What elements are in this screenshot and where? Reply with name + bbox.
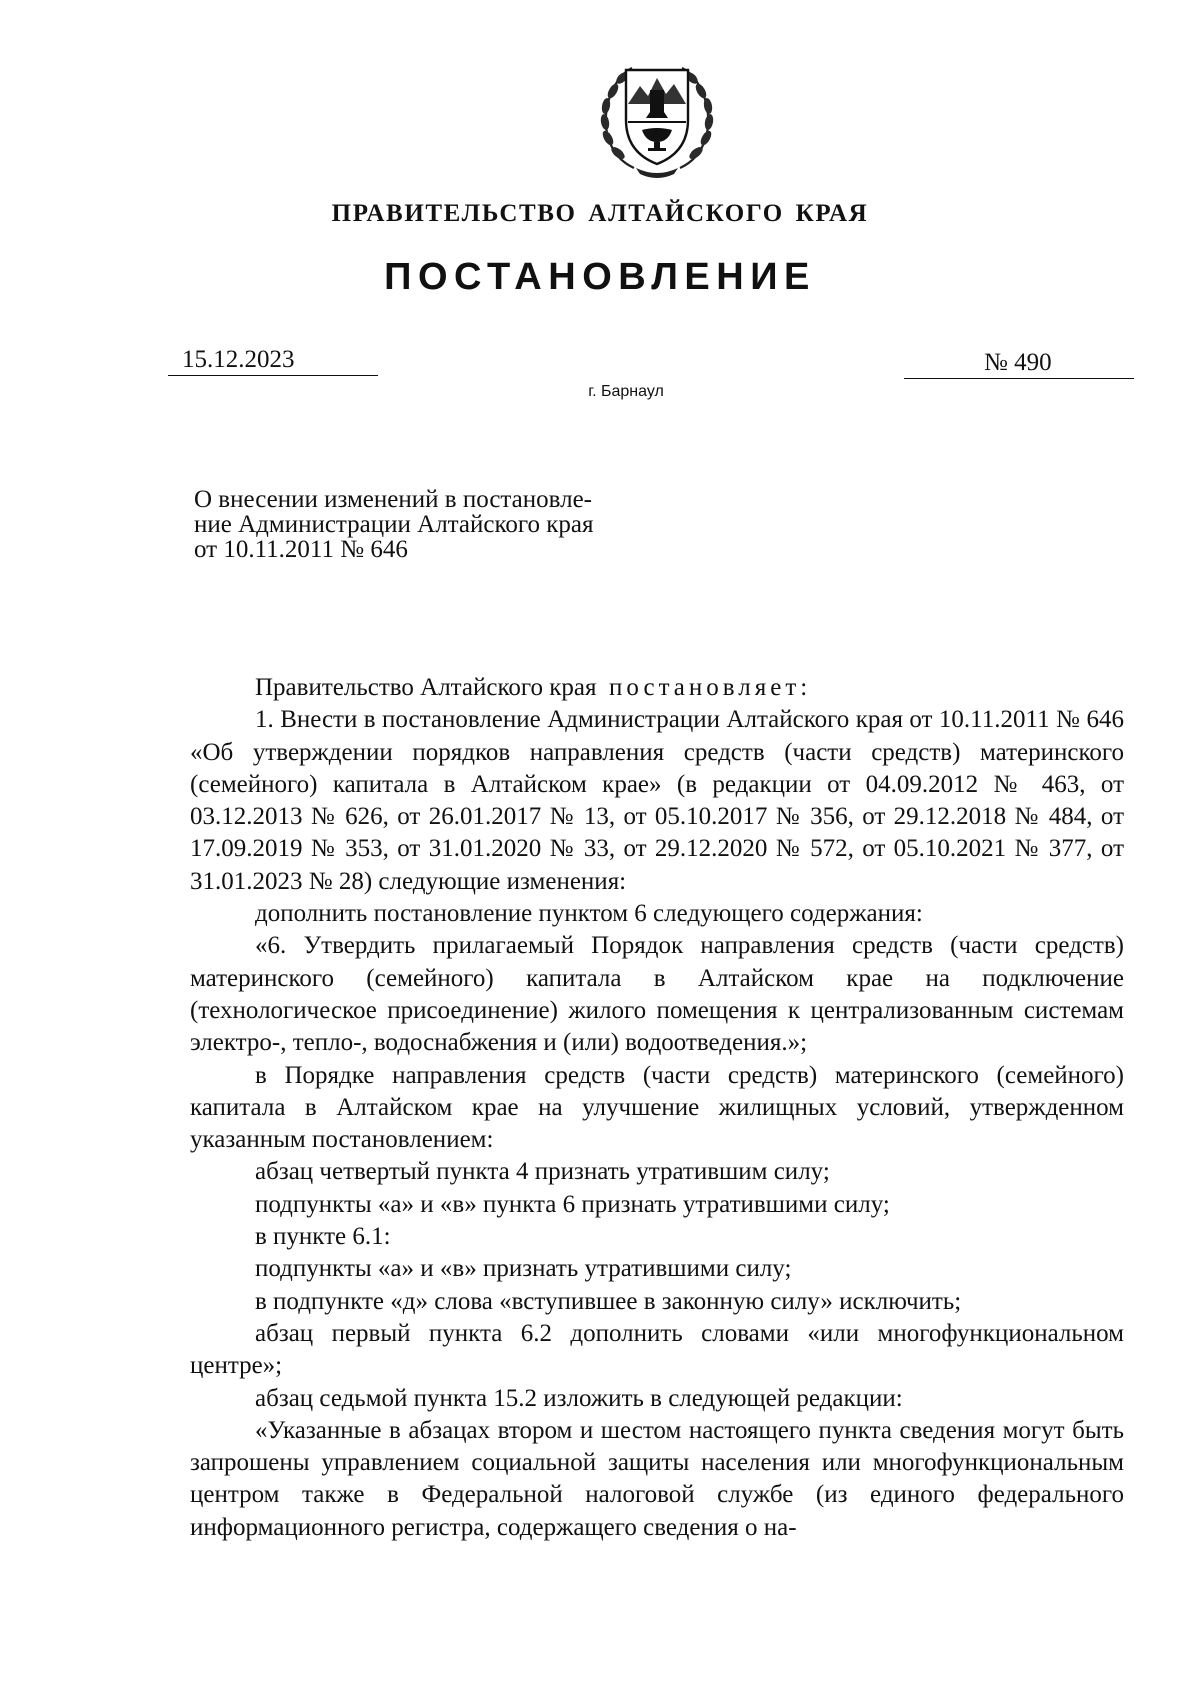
body-paragraph: «6. Утвердить прилагаемый Порядок направления средств (части средств) материнского (семейного) капитала в Алтайском крае на подключение (технологическое присоединение) жилого помещения к централизованным системам электро-, тепло-, водоснабжения и (или) водоотведения.»; — [190, 932, 1124, 1057]
body-paragraph: в пункте 6.1: — [255, 1223, 391, 1251]
body-paragraph: абзац седьмой пункта 15.2 изложить в следующей редакции: — [255, 1384, 903, 1412]
body-paragraph: в Порядке направления средств (части средств) материнского (семейного) капитала в Алтайском крае на улучшение жилищных условий, утвержденном указанным постановлением: — [190, 1061, 1124, 1154]
intro-paragraph — [190, 672, 1124, 704]
organization-name: ПРАВИТЕЛЬСТВО АЛТАЙСКОГО КРАЯ — [331, 200, 869, 227]
body-paragraph: абзац четвертый пункта 4 признать утратившим силу; — [255, 1158, 830, 1186]
coat-of-arms-emblem — [594, 56, 720, 180]
body-paragraph: дополнить постановление пунктом 6 следующего содержания: — [255, 900, 923, 928]
intro-prefix: Правительство Алтайского края — [255, 674, 597, 701]
body-paragraph: абзац первый пункта 6.2 дополнить словами «или многофункциональном центре»; — [190, 1319, 1124, 1380]
body-paragraph: «Указанные в абзацах втором и шестом настоящего пункта сведения могут быть запрошены управлением социальной защиты населения или многофункциональным центром также в Федеральной налоговой службе (из единого федерального информационного регистра, содержащего сведения о на- — [190, 1416, 1124, 1541]
document-city: г. Барнаул — [588, 383, 664, 400]
body-paragraph: в подпункте «д» слова «вступившее в законную силу» исключить; — [255, 1287, 962, 1315]
document-number: № 490 — [904, 348, 1134, 379]
body-paragraph: подпункты «а» и «в» пункта 6 признать утратившими силу; — [255, 1190, 890, 1218]
subject-line: О внесении изменений в постановле- — [194, 486, 592, 513]
subject-line: ние Администрации Алтайского края — [194, 511, 594, 538]
body-paragraph: подпункты «а» и «в» признать утратившими силу; — [255, 1255, 792, 1283]
document-date: 15.12.2023 — [168, 345, 378, 376]
document-body — [190, 672, 1124, 1544]
body-paragraph: 1. Внести в постановление Администрации Алтайского края от 10.11.2011 № 646 «Об утверждении порядков направления средств (части средств) материнского (семейного) капитала в Алтайском крае» (в редакции от 04.09.2012 № 463, от 03.12.2013 № 626, от 26.01.2017 № 13, от 05.10.2017 № 356, от 29.12.2018 № 484, от 17.09.2019 № 353, от 31.01.2020 № 33, от 29.12.2020 № 572, от 05.10.2021 № 377, от 31.01.2023 № 28) следующие изменения: — [190, 706, 1124, 895]
intro-resolves: постановляет: — [608, 674, 812, 701]
document-subject — [194, 487, 674, 562]
document-type-title: ПОСТАНОВЛЕНИЕ — [384, 256, 816, 298]
subject-line: от 10.11.2011 № 646 — [194, 536, 408, 563]
